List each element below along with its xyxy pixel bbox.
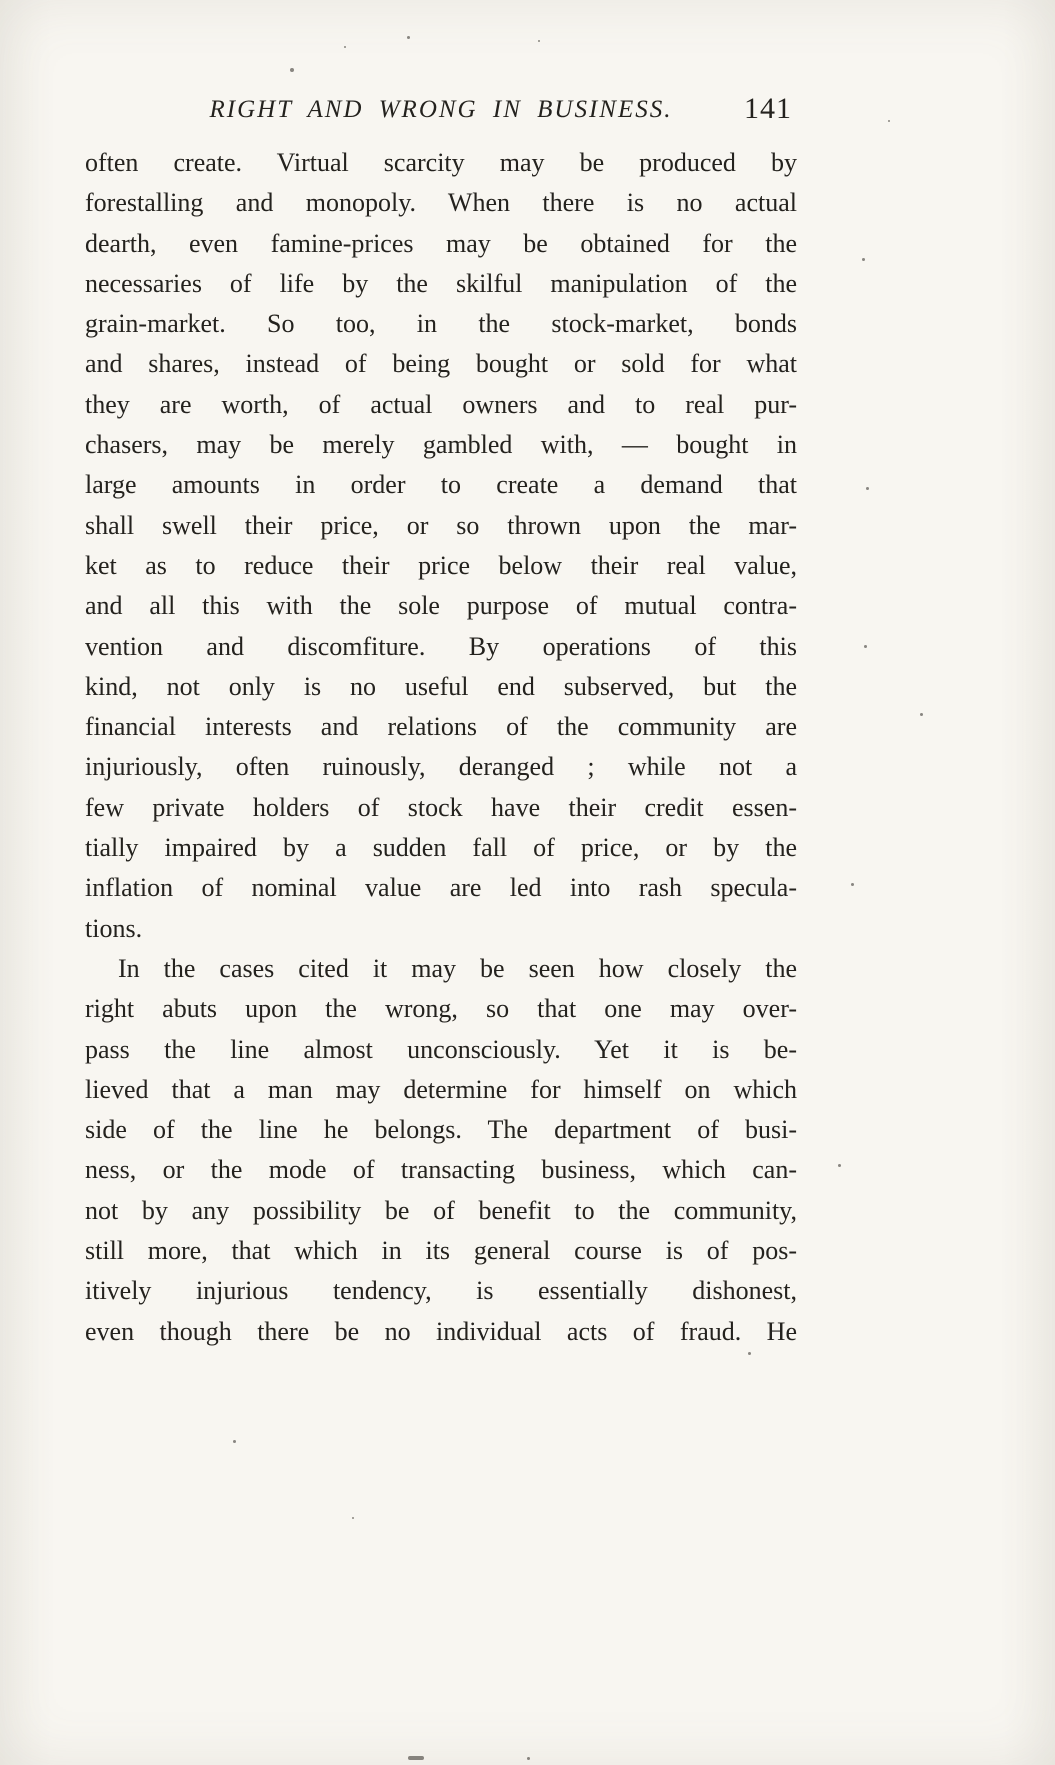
text-line: chasers, may be merely gambled with, — bought in	[85, 430, 797, 460]
header-title: RIGHT AND WRONG IN BUSINESS.	[209, 96, 673, 123]
text-line: forestalling and monopoly. When there is no actual	[85, 188, 797, 218]
scan-speck	[408, 1756, 424, 1760]
scan-speck	[538, 40, 540, 42]
text-line: ket as to reduce their price below their real value,	[85, 550, 797, 580]
text-line: even though there be no individual acts of fraud. He	[85, 1316, 797, 1346]
text-line: inflation of nominal value are led into rash specula-	[85, 873, 797, 903]
running-header	[85, 92, 797, 134]
text-line: injuriously, often ruinously, deranged ; while not a	[85, 752, 797, 782]
text-line: often create. Virtual scarcity may be produced by	[85, 148, 797, 177]
text-line: financial interests and relations of the community are	[85, 712, 797, 742]
text-line: they are worth, of actual owners and to real pur-	[85, 389, 797, 419]
page-body	[85, 143, 797, 1352]
text-line: dearth, even famine-prices may be obtained for the	[85, 228, 797, 258]
page-number: 141	[744, 92, 792, 125]
scan-speck	[290, 68, 294, 72]
text-line: and all this with the sole purpose of mutual contra-	[85, 591, 797, 621]
text-line: In the cases cited it may be seen how closely the	[118, 953, 797, 983]
text-line: not by any possibility be of benefit to the community,	[85, 1195, 797, 1225]
scan-speck	[888, 120, 890, 122]
scan-speck	[352, 1517, 354, 1519]
scan-speck	[344, 46, 346, 48]
text-line: pass the line almost unconsciously. Yet it is be-	[85, 1034, 797, 1064]
text-line: grain-market. So too, in the stock-market, bonds	[85, 309, 797, 339]
scan-speck	[407, 36, 410, 39]
text-line: ness, or the mode of transacting business, which can-	[85, 1155, 797, 1185]
scan-speck	[864, 645, 867, 648]
text-line: large amounts in order to create a demand that	[85, 470, 797, 500]
scan-speck	[233, 1440, 236, 1443]
scan-speck	[862, 258, 865, 261]
text-line: necessaries of life by the skilful manipulation of the	[85, 268, 797, 298]
text-line: lieved that a man may determine for himself on which	[85, 1074, 797, 1104]
scan-speck	[866, 487, 869, 490]
text-line: still more, that which in its general course is of pos-	[85, 1236, 797, 1266]
scan-speck	[838, 1164, 841, 1167]
text-line: and shares, instead of being bought or sold for what	[85, 349, 797, 379]
text-line: tially impaired by a sudden fall of price, or by the	[85, 833, 797, 863]
text-line: side of the line he belongs. The department of busi-	[85, 1115, 797, 1145]
text-line: right abuts upon the wrong, so that one may over-	[85, 994, 797, 1024]
text-line: shall swell their price, or so thrown upon the mar-	[85, 510, 797, 540]
scan-speck	[527, 1757, 530, 1760]
text-line: few private holders of stock have their credit essen-	[85, 792, 797, 822]
scan-speck	[851, 883, 854, 886]
text-line: kind, not only is no useful end subserved, but the	[85, 671, 797, 701]
scan-speck	[920, 713, 923, 716]
text-line: itively injurious tendency, is essentially dishonest,	[85, 1276, 797, 1306]
scan-speck	[748, 1352, 751, 1355]
text-line: tions.	[85, 913, 143, 943]
text-line: vention and discomfiture. By operations of this	[85, 631, 797, 661]
